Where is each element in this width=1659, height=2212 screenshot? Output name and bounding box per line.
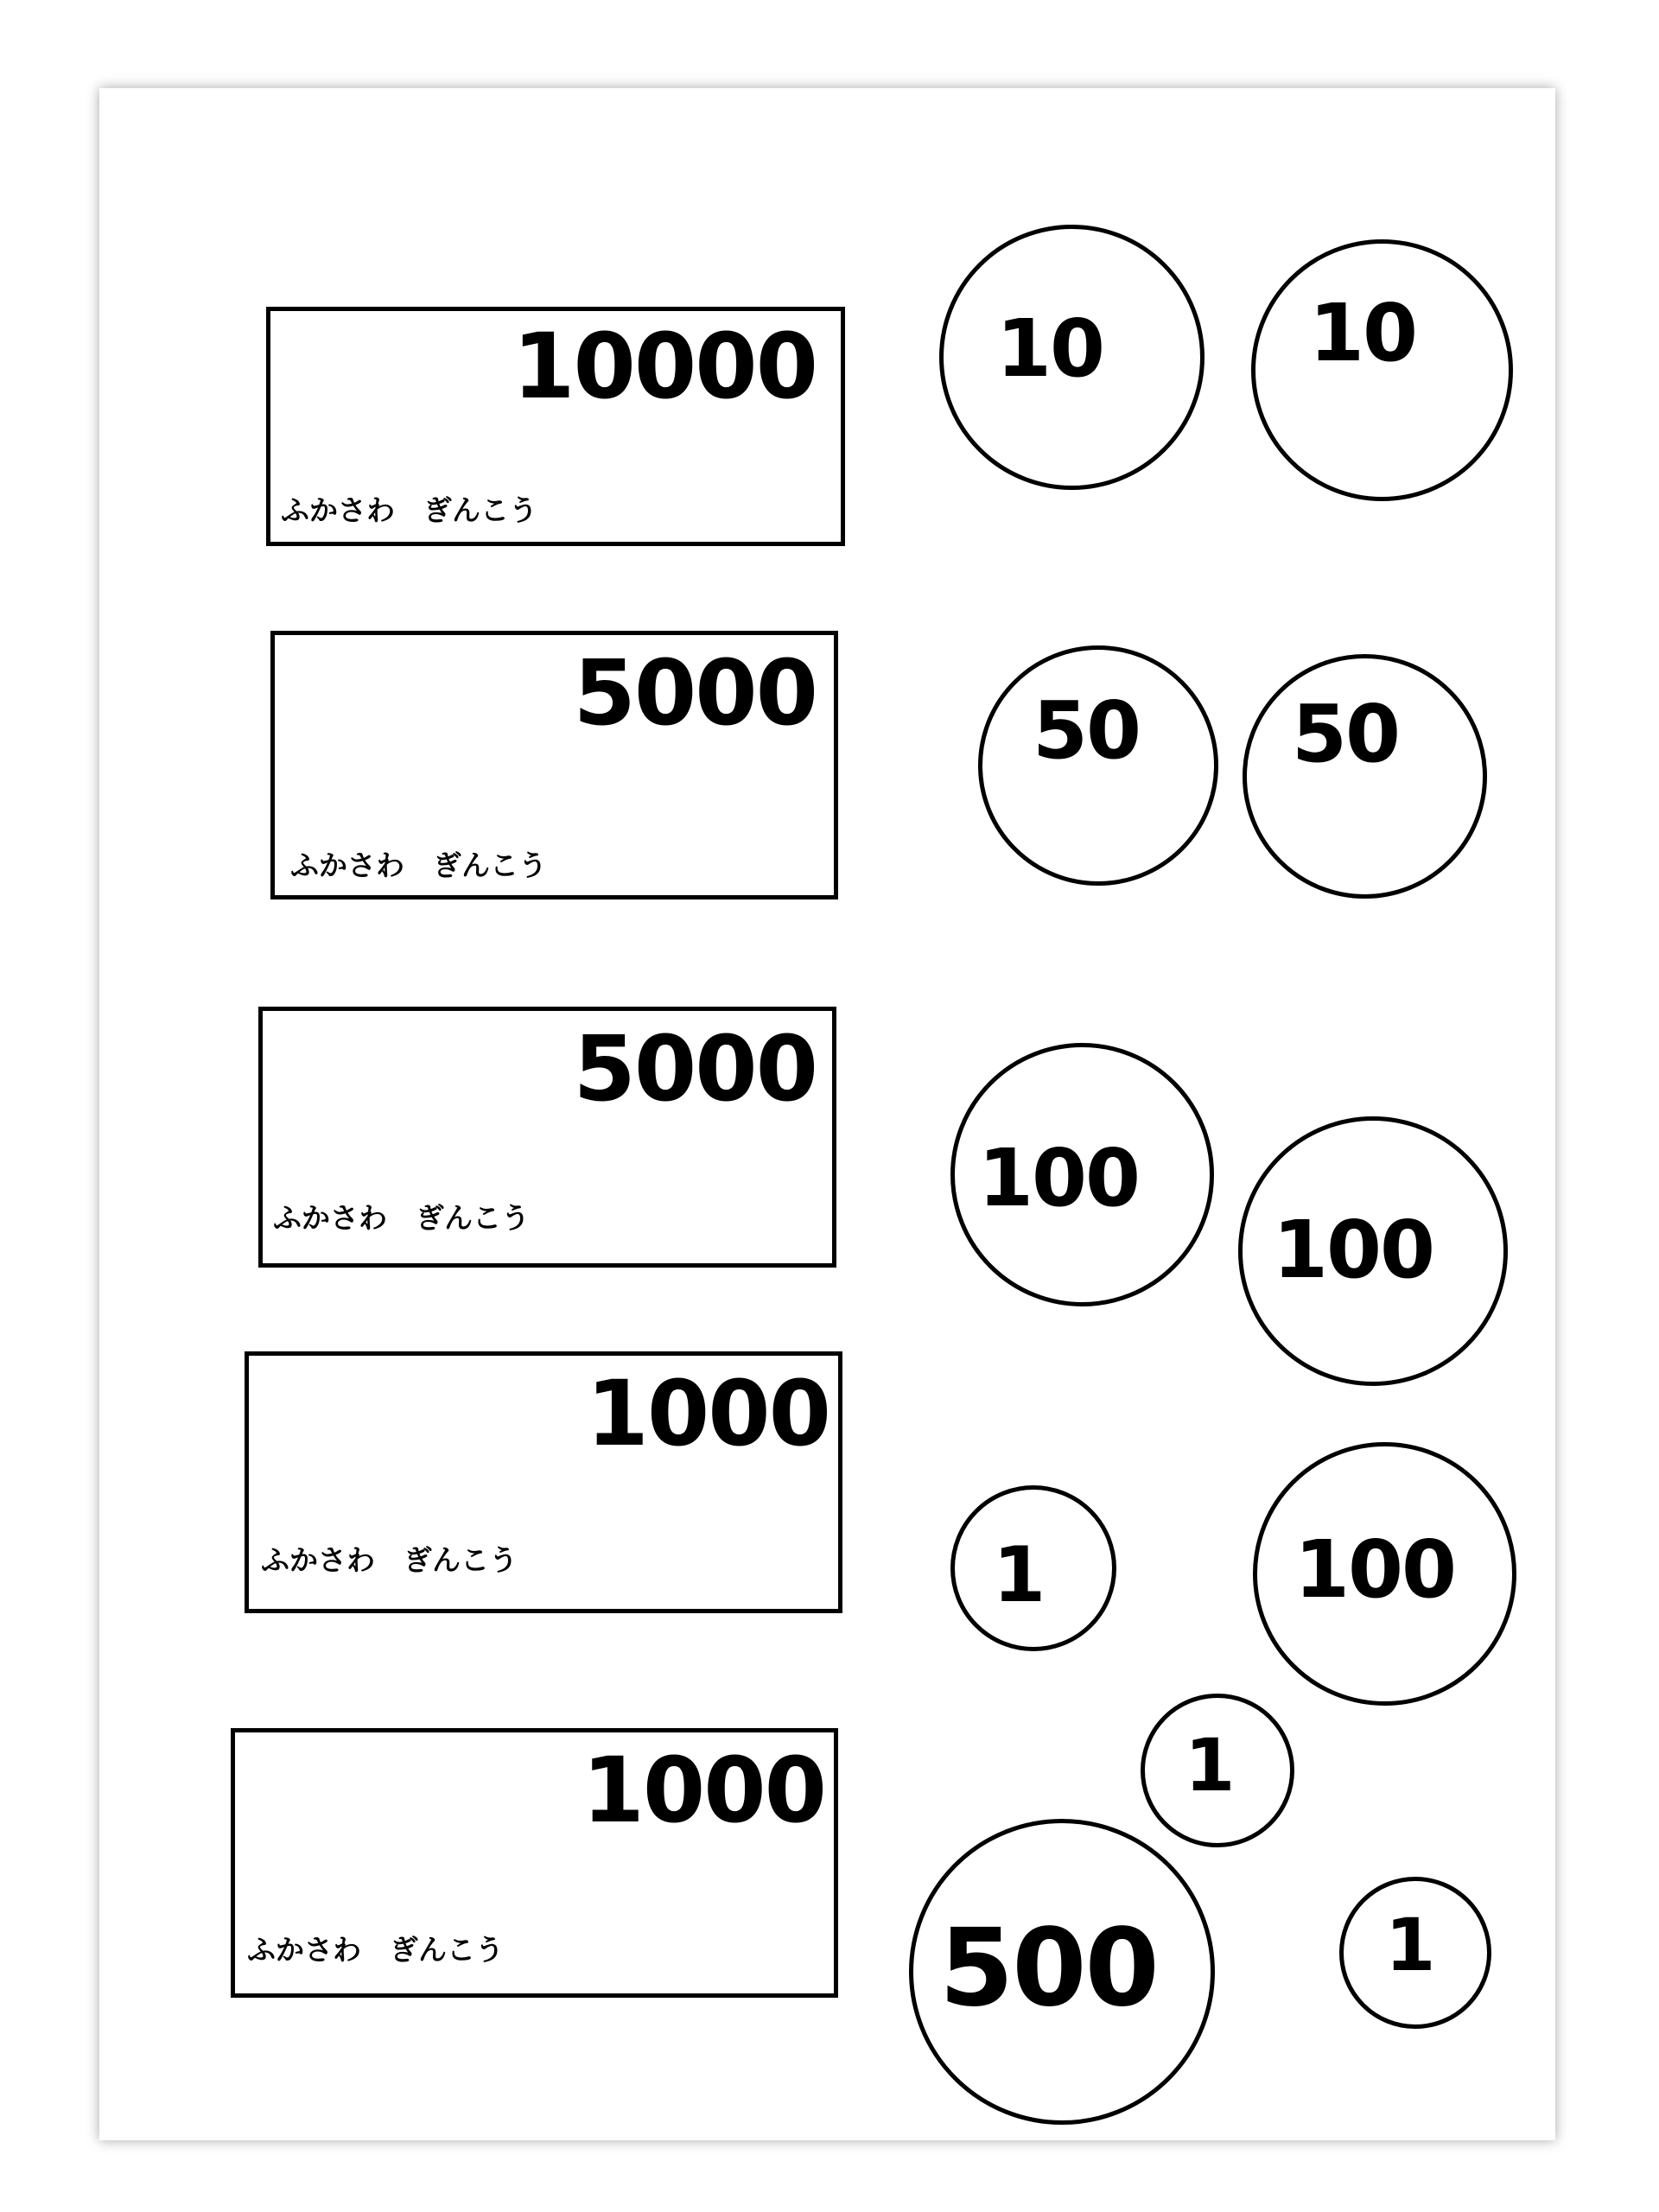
coin-10 — [939, 225, 1205, 490]
bill-bank-name: ふかさわ ぎんこう — [281, 493, 537, 527]
coin-10 — [1251, 239, 1513, 501]
coin-value: 1 — [1385, 1903, 1434, 1987]
printable-sheet — [99, 88, 1555, 2140]
bill-bank-name: ふかさわ ぎんこう — [290, 849, 547, 882]
bill-bank-name: ふかさわ ぎんこう — [273, 1201, 530, 1235]
coin-1 — [950, 1485, 1116, 1651]
coin-value: 1 — [993, 1530, 1045, 1619]
coin-50 — [978, 645, 1218, 886]
bill-amount: 1000 — [586, 1361, 830, 1466]
coin-50 — [1243, 654, 1487, 899]
bill-5000 — [270, 631, 838, 899]
coin-value: 1 — [1185, 1723, 1234, 1808]
bill-amount: 5000 — [573, 640, 817, 746]
bill-amount: 1000 — [582, 1738, 825, 1843]
bill-1000 — [231, 1728, 838, 1998]
bill-bank-name: ふかさわ ぎんこう — [247, 1933, 504, 1967]
bill-1000 — [245, 1351, 842, 1613]
bill-10000 — [266, 307, 845, 546]
coin-value: 10 — [1309, 287, 1417, 379]
coin-value: 100 — [1294, 1523, 1456, 1616]
bill-bank-name: ふかさわ ぎんこう — [261, 1543, 518, 1577]
coin-value: 100 — [978, 1132, 1140, 1224]
coin-100 — [1238, 1116, 1508, 1386]
bill-amount: 5000 — [573, 1016, 817, 1122]
coin-100 — [1253, 1442, 1516, 1706]
bill-amount: 10000 — [512, 314, 817, 419]
coin-value: 50 — [1292, 688, 1400, 780]
coin-500 — [909, 1819, 1215, 2125]
coin-value: 500 — [939, 1906, 1158, 2031]
coin-1 — [1141, 1694, 1294, 1847]
coin-value: 100 — [1273, 1204, 1434, 1296]
coin-1 — [1339, 1877, 1491, 2029]
coin-value: 50 — [1033, 684, 1141, 777]
bill-5000 — [258, 1007, 836, 1268]
coin-value: 10 — [996, 302, 1104, 395]
coin-100 — [950, 1043, 1214, 1306]
